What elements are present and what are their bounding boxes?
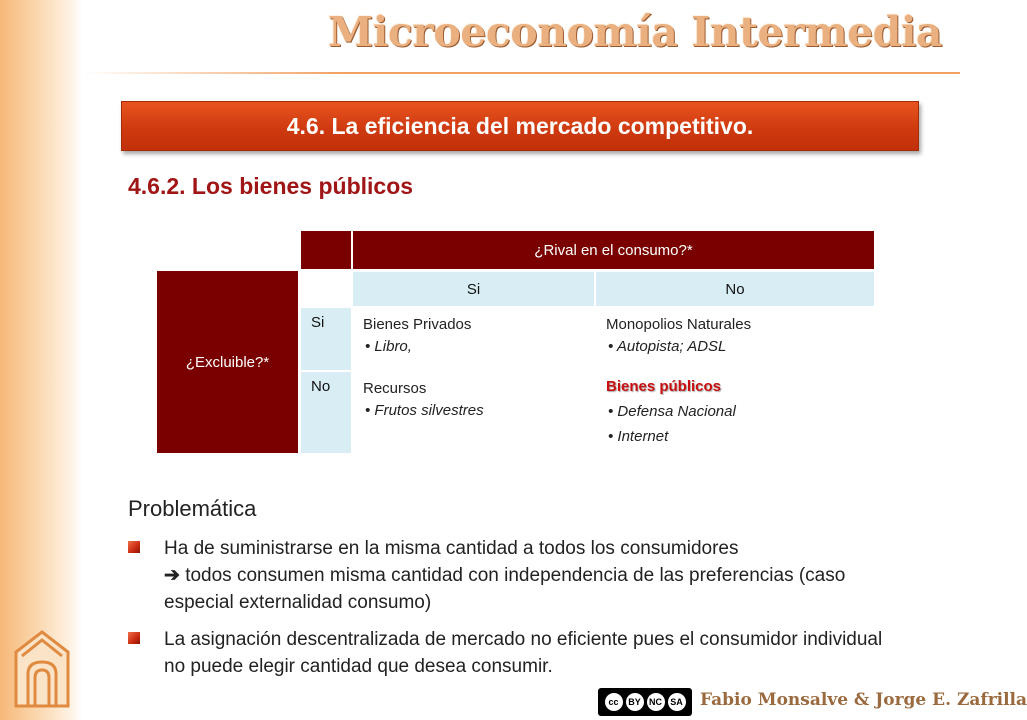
cell-natural-monopolies: [596, 308, 874, 370]
cell-private-goods: [353, 308, 594, 370]
row-label-no: [301, 372, 351, 453]
bullet-text-part: Ha de suministrarse en la misma cantidad a todos los consumidores: [164, 538, 739, 559]
excludible-header: [157, 271, 298, 453]
problematica-heading: Problemática: [128, 496, 257, 521]
col-label-no-text: No: [725, 280, 745, 298]
table-corner-cell: [301, 231, 351, 269]
header-rule: [82, 72, 960, 74]
bullet-text: La asignación descentralizada de mercado no eficiente pues el consumidor individual no puede elegir cantidad que desea consumir.: [164, 629, 883, 677]
rival-header-label: ¿Rival en el consumo?*: [534, 241, 693, 259]
cc-nc-icon: NC: [647, 693, 665, 711]
authors-credit: Fabio Monsalve & Jorge E. Zafrilla: [700, 690, 1027, 710]
cell-example: • Internet: [608, 428, 669, 445]
cell-example-text: Defensa Nacional: [617, 403, 736, 420]
left-decorative-band: [0, 0, 82, 720]
cell-example-text: Frutos silvestres: [374, 402, 484, 419]
cc-icon: cc: [605, 693, 623, 711]
cell-title: Monopolios Naturales: [606, 316, 752, 333]
row-label-no-text: No: [311, 378, 331, 395]
excludible-header-label: ¿Excluible?*: [185, 353, 270, 371]
right-arrow-icon: ➔: [164, 565, 180, 586]
rival-header: [353, 231, 874, 269]
subsection-title: 4.6.2. Los bienes públicos: [128, 173, 414, 199]
cell-example: • Frutos silvestres: [365, 402, 484, 419]
cell-example: • Autopista; ADSL: [608, 338, 727, 355]
cell-public-goods: [596, 372, 874, 453]
cell-example: • Defensa Nacional: [608, 403, 736, 420]
cell-title-highlight: Bienes públicos: [606, 378, 722, 395]
cell-example-text: Libro,: [374, 338, 412, 355]
bullet-square-icon: [128, 632, 140, 644]
university-logo-icon: [6, 628, 78, 712]
cell-example-text: Internet: [617, 428, 669, 445]
bullet-square-icon: [128, 541, 140, 553]
bullet-item: [128, 626, 908, 680]
row-label-si: [301, 308, 351, 370]
bullet-item: [128, 535, 908, 616]
cc-by-icon: BY: [626, 693, 644, 711]
cell-example: • Libro,: [365, 338, 412, 355]
bullet-text-part: todos consumen misma cantidad con independencia de las preferencias (caso especial externalidad consumo): [164, 565, 846, 613]
creative-commons-badge: [598, 688, 692, 716]
bullet-text: [164, 535, 908, 616]
cell-common-resources: [353, 372, 594, 453]
col-label-no: [596, 272, 874, 306]
cell-title: Bienes Privados: [363, 316, 472, 333]
row-label-si-text: Si: [311, 314, 325, 331]
cell-title: Recursos: [363, 380, 427, 397]
cell-example-text: Autopista; ADSL: [616, 338, 727, 355]
col-label-si: [353, 272, 594, 306]
col-label-si-text: Si: [466, 280, 481, 298]
banner-text: 4.6. La eficiencia del mercado competitivo.: [286, 112, 754, 139]
course-title: Microeconomía Intermedia: [327, 8, 942, 56]
section-banner: [121, 101, 919, 151]
cc-sa-icon: SA: [668, 693, 686, 711]
